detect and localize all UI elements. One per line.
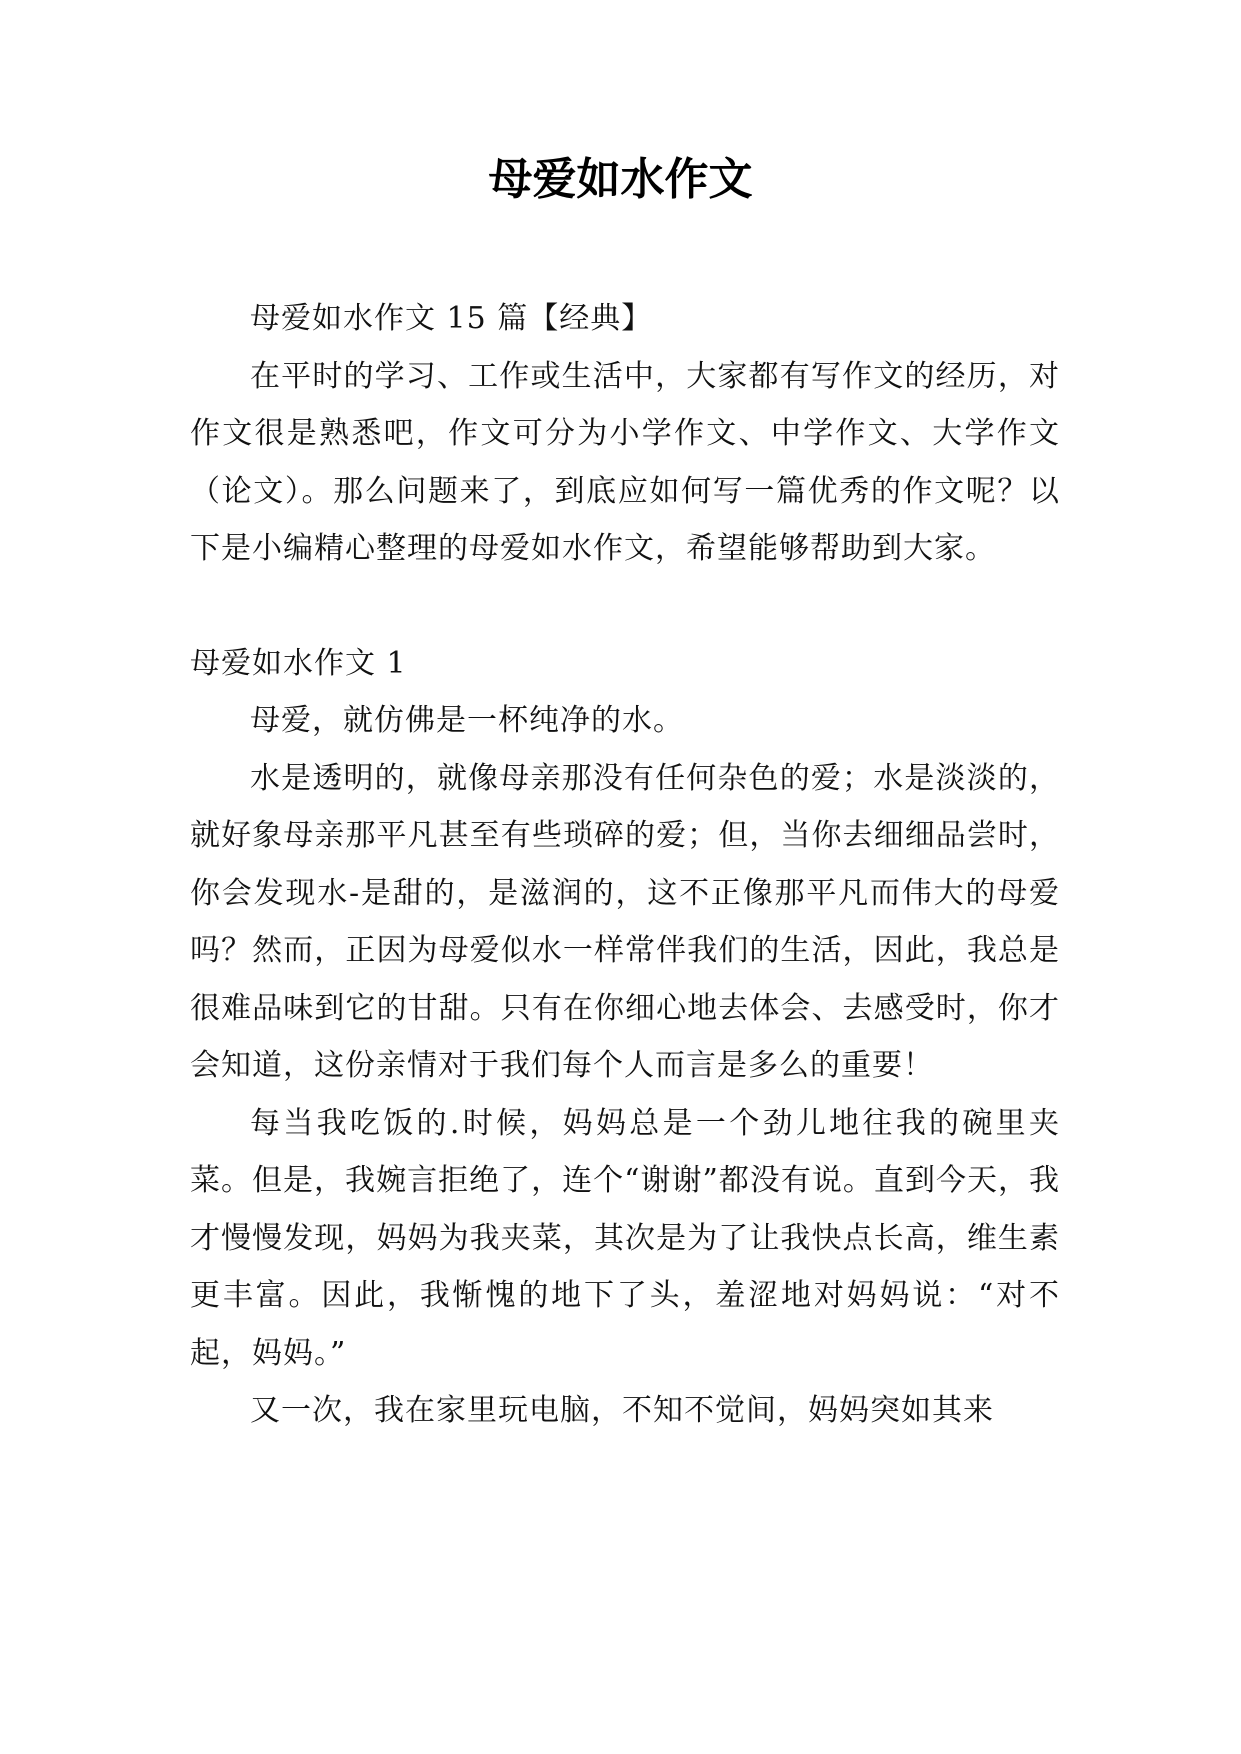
- document-title: 母爱如水作文: [488, 154, 753, 205]
- section-heading: 母爱如水作文 1: [190, 645, 407, 681]
- body-paragraph: 又一次，我在家里玩电脑，不知不觉间，妈妈突如其来: [250, 1393, 994, 1428]
- document-subtitle: 母爱如水作文 15 篇【经典】: [250, 301, 653, 336]
- body-paragraph: 水是透明的，就像母亲那没有任何杂色的爱；水是淡淡的，就好象母亲那平凡甚至有些琐碎的爱；但，当你去细细品尝时，你会发现水-是甜的，是滋润的，这不正像那平凡而伟大的母爱吗？然而，正因为母爱似水一样常伴我们的生活，因此，我总是很难品味到它的甘甜。只有在你细心地去体会、去感受时，你才会知道，这份亲情对于我们每个人而言是多么的重要！: [190, 760, 1060, 1083]
- body-paragraph: 母爱，就仿佛是一杯纯净的水。: [250, 703, 684, 738]
- intro-paragraph: 在平时的学习、工作或生活中，大家都有写作文的经历，对作文很是熟悉吧，作文可分为小学作文、中学作文、大学作文（论文）。那么问题来了，到底应如何写一篇优秀的作文呢？以下是小编精心整理的母爱如水作文，希望能够帮助到大家。: [190, 358, 1060, 566]
- body-paragraph: 每当我吃饭的.时候，妈妈总是一个劲儿地往我的碗里夹菜。但是，我婉言拒绝了，连个“谢谢”都没有说。直到今天，我才慢慢发现，妈妈为我夹菜，其次是为了让我快点长高，维生素更丰富。因此，我惭愧的地下了头，羞涩地对妈妈说：“对不起，妈妈。”: [190, 1105, 1060, 1371]
- document-body: [190, 290, 1060, 1440]
